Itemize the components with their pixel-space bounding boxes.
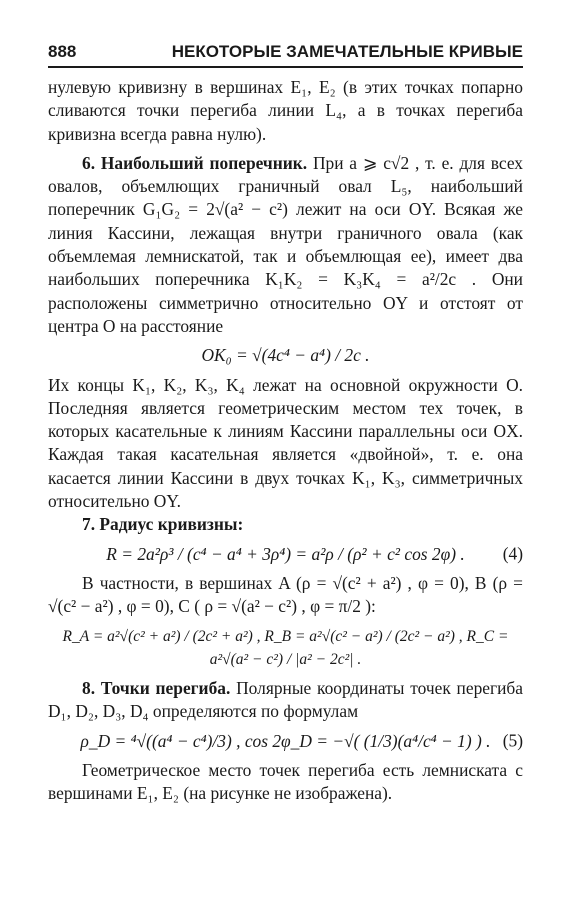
page-body	[48, 76, 523, 806]
section-7-title: 7. Радиус кривизны:	[82, 514, 244, 535]
formula-4: R = 2a²ρ³ / (c⁴ − a⁴ + 3ρ⁴) = a²ρ / (ρ² + c² cos 2φ) .	[106, 543, 465, 564]
formula-vertex-radii: R_A = a²√(c² + a²) / (2c² + a²) , R_B = a²√(c² − a²) / (2c² − a²) , R_C = a²√(a² − c²) / |a² − 2c²| .	[62, 627, 509, 668]
formula-ok0: OK₀ = √(4c⁴ − a⁴) / 2c .	[201, 345, 370, 366]
section-8	[48, 677, 523, 724]
section-6-title: 6. Наибольший поперечник.	[82, 152, 308, 173]
running-title: НЕКОТОРЫЕ ЗАМЕЧАТЕЛЬНЫЕ КРИВЫЕ	[171, 42, 523, 61]
formula-curvature-radius	[48, 543, 523, 566]
paragraph-section-6-continued: Их концы K₁, K₂, K₃, K₄ лежат на основной окружности O. Последняя является геометрическим местом тех точек, в которых касательные к линиям Кассини параллельны оси OX. Каждая такая касательная является «двойной», т. е. она касается линии Кассини в двух точках K₁, K₃, симметричных относительно OY.	[48, 374, 523, 512]
paragraph-final: Геометрическое место точек перегиба есть лемниската с вершинами E₁, E₂ (на рисунке не изображена).	[48, 760, 523, 804]
paragraph-continued: нулевую кривизну в вершинах E₁, E₂ (в этих точках попарно сливаются точки перегиба линии L₄, а в точках перегиба кривизна всегда равна нулю).	[48, 77, 523, 144]
running-header	[48, 40, 523, 68]
section-8-text: Полярные координаты точек перегиба D₁, D₂, D₃, D₄ определяются по формулам	[48, 678, 523, 722]
equation-number-5: (5)	[502, 730, 523, 751]
formula-inflection	[48, 730, 523, 753]
section-6	[48, 152, 523, 338]
paragraph-vertices: В частности, в вершинах A (ρ = √(c² + a²) , φ = 0), B (ρ = √(c² − a²) , φ = 0), C ( ρ = √(a² − c²) , φ = π/2 ):	[48, 572, 523, 617]
page-number: 888	[48, 42, 77, 61]
formula-5: ρ_D = ⁴√((a⁴ − c⁴)/3) , cos 2φ_D = −√( (1/3)(a⁴/c⁴ − 1) ) .	[80, 730, 491, 751]
section-8-title: 8. Точки перегиба.	[82, 678, 231, 699]
section-6-text: При a ⩾ c√2 , т. е. для всех овалов, объемлющих граничный овал L₅, наибольший поперечник G₁G₂ = 2√(a² − c²) лежит на оси OY. Всякая же линия Кассини, лежащая внутри граничного овала (как объемлемая лемнискатой, так и объемлющая ее), имеет два наибольших поперечника K₁K₂ = K₃K₄ = a²/2c . Они расположены симметрично относительно OY и отстоят от центра O на расстояние	[48, 152, 523, 336]
equation-number-4: (4)	[502, 543, 523, 564]
